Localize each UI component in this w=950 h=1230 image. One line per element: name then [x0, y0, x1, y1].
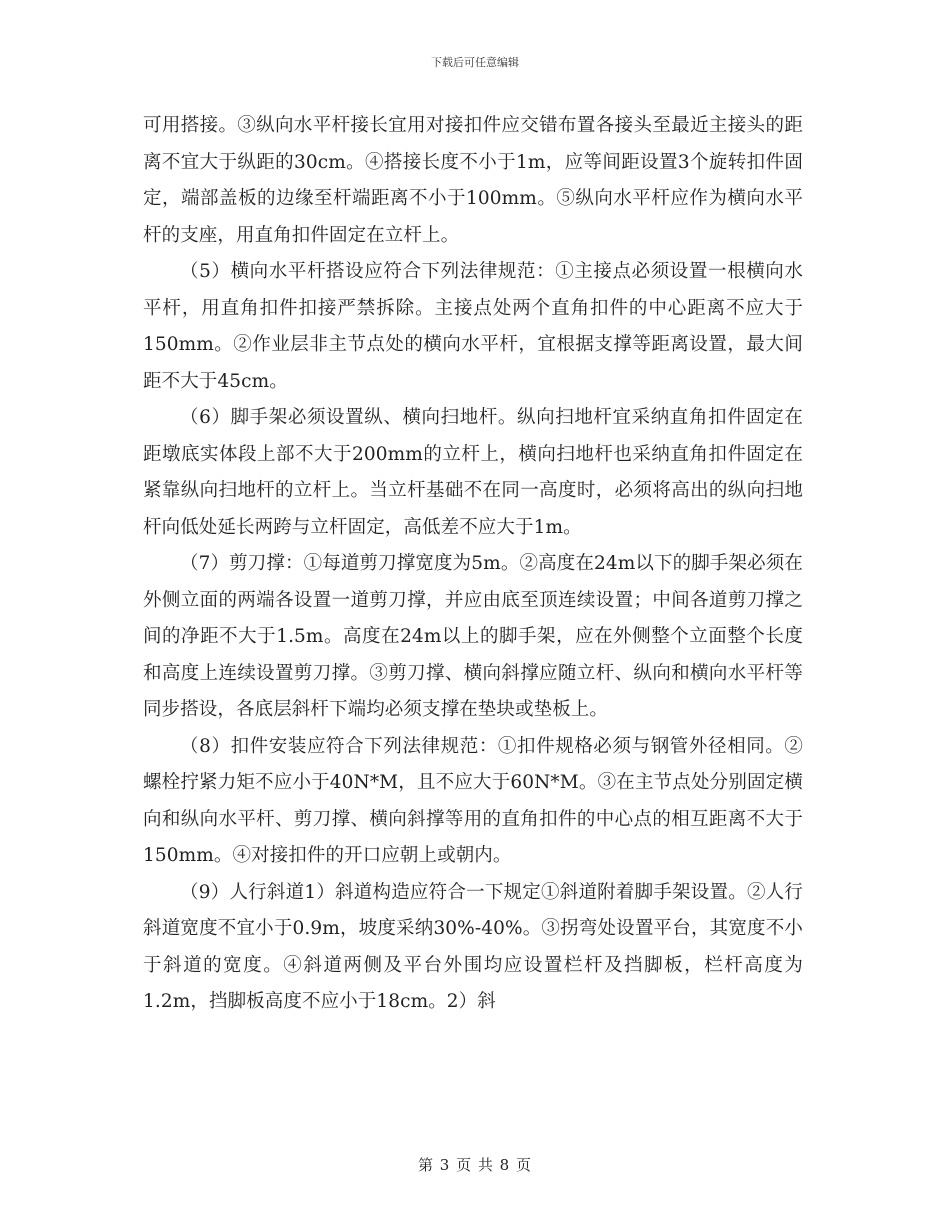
paragraph-8-fasteners: （8）扣件安装应符合下列法律规范：①扣件规格必须与钢管外径相同。②螺栓拧紧力矩不应小于40N*M，且不应大于60N*M。③在主节点处分别固定横向和纵向水平杆、剪刀撑、横向斜撑等用的直角扣件的中心点的相互距离不大于150mm。④对接扣件的开口应朝上或朝内。 — [143, 735, 803, 866]
paragraph-6-sweep-bars: （6）脚手架必须设置纵、横向扫地杆。纵向扫地杆宜采纳直角扣件固定在距墩底实体段上部不大于200mm的立杆上，横向扫地杆也采纳直角扣件固定在紧靠纵向扫地杆的立杆上。当立杆基础不在同一高度时，必须将高出的纵向扫地杆向低处延长两跨与立杆固定，高低差不应大于1m。 — [143, 407, 803, 538]
paragraph-4-continuation: 可用搭接。③纵向水平杆接长宜用对接扣件应交错布置各接头至最近主接头的距离不宜大于纵距的30cm。④搭接长度不小于1m，应等间距设置3个旋转扣件固定，端部盖板的边缘至杆端距离不小于100mm。⑤纵向水平杆应作为横向水平杆的支座，用直角扣件固定在立杆上。 — [143, 115, 803, 246]
paragraph-7-scissor-braces: （7）剪刀撑：①每道剪刀撑宽度为5m。②高度在24m以下的脚手架必须在外侧立面的两端各设置一道剪刀撑，并应由底至顶连续设置；中间各道剪刀撑之间的净距不大于1.5m。高度在24m以上的脚手架，应在外侧整个立面整个长度和高度上连续设置剪刀撑。③剪刀撑、横向斜撑应随立杆、纵向和横向水平杆等同步搭设，各底层斜杆下端均必须支撑在垫块或垫板上。 — [143, 553, 803, 720]
document-body — [143, 108, 803, 1021]
paragraph-9-ramps: （9）人行斜道1）斜道构造应符合一下规定①斜道附着脚手架设置。②人行斜道宽度不宜小于0.9m，坡度采纳30%-40%。③拐弯处设置平台，其宽度不小于斜道的宽度。④斜道两侧及平台外围均应设置栏杆及挡脚板，栏杆高度为1.2m，挡脚板高度不应小于18cm。2）斜 — [143, 881, 803, 1012]
page-header-note: 下载后可任意编辑 — [431, 56, 519, 69]
page-number: 第 3 页 共 8 页 — [418, 1156, 532, 1174]
paragraph-5-horizontal-bars: （5）横向水平杆搭设应符合下列法律规范：①主接点必须设置一根横向水平杆，用直角扣件扣接严禁拆除。主接点处两个直角扣件的中心距离不应大于150mm。②作业层非主节点处的横向水平杆，宜根据支撑等距离设置，最大间距不大于45cm。 — [143, 261, 803, 392]
